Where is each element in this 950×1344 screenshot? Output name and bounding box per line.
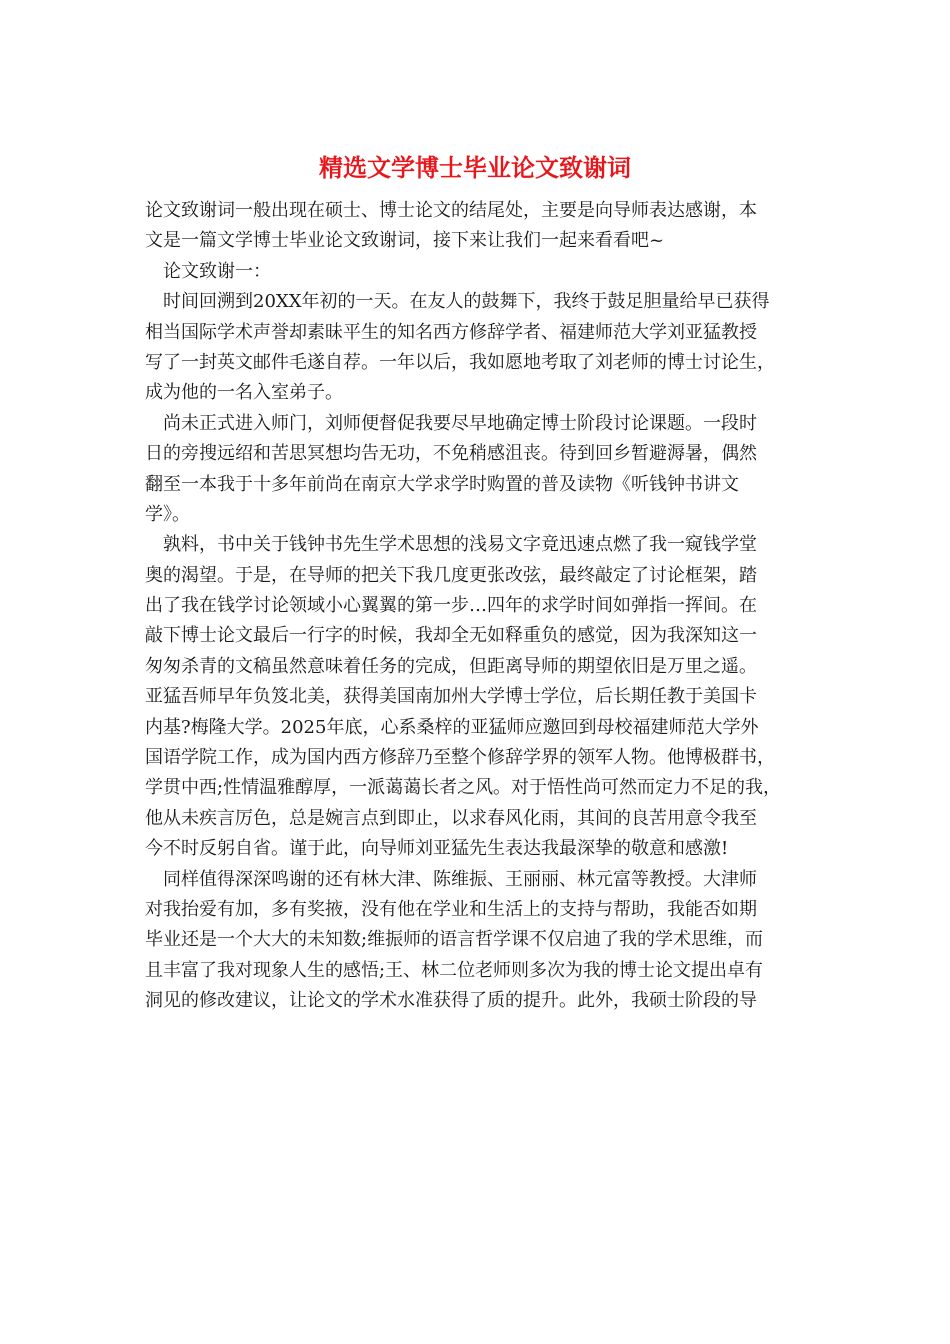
text-line: 国语学院工作，成为国内西方修辞乃至整个修辞学界的领军人物。他博极群书， bbox=[145, 747, 775, 769]
text-line: 洞见的修改建议，让论文的学术水准获得了质的提升。此外，我硕士阶段的导 bbox=[145, 990, 757, 1012]
text-line: 论文致谢词一般出现在硕士、博士论文的结尾处，主要是向导师表达感谢，本 bbox=[145, 200, 757, 221]
document-title: 精选文学博士毕业论文致谢词 bbox=[319, 153, 631, 182]
text-line: 文是一篇文学博士毕业论文致谢词，接下来让我们一起来看看吧~ bbox=[145, 230, 665, 252]
text-line: 时间回溯到20XX年初的一天。在友人的鼓舞下，我终于鼓足胆量给早已获得 bbox=[145, 291, 770, 313]
text-line: 奥的渴望。于是，在导师的把关下我几度更张改弦，最终敲定了讨论框架，踏 bbox=[145, 564, 757, 586]
text-line: 敲下博士论文最后一行字的时候，我却全无如释重负的感觉，因为我深知这一 bbox=[145, 625, 757, 647]
text-line: 内基?梅隆大学。2025年底，心系桑梓的亚猛师应邀回到母校福建师范大学外 bbox=[145, 716, 759, 738]
text-line: 出了我在钱学讨论领域小心翼翼的第一步…四年的求学时间如弹指一挥间。在 bbox=[145, 595, 757, 617]
text-line: 尚未正式进入师门，刘师便督促我要尽早地确定博士阶段讨论课题。一段时 bbox=[145, 412, 757, 434]
text-line: 翻至一本我于十多年前尚在南京大学求学时购置的普及读物《听钱钟书讲文 bbox=[145, 473, 739, 495]
text-line: 日的旁搜远绍和苦思冥想均告无功，不免稍感沮丧。待到回乡暂避溽暑，偶然 bbox=[145, 443, 757, 465]
text-line: 亚猛吾师早年负笈北美，获得美国南加州大学博士学位，后长期任教于美国卡 bbox=[145, 686, 757, 708]
text-line: 毕业还是一个大大的未知数;维振师的语言哲学课不仅启迪了我的学术思维，而 bbox=[145, 929, 764, 951]
text-line: 成为他的一名入室弟子。 bbox=[145, 382, 343, 404]
document-body bbox=[145, 196, 815, 1017]
text-line: 同样值得深深鸣谢的还有林大津、陈维振、王丽丽、林元富等教授。大津师 bbox=[145, 868, 757, 890]
text-line: 对我抬爱有加，多有奖掖，没有他在学业和生活上的支持与帮助，我能否如期 bbox=[145, 898, 757, 920]
text-line: 学贯中西;性情温雅醇厚，一派蔼蔼长者之风。对于悟性尚可然而定力不足的我， bbox=[145, 777, 782, 799]
text-line: 今不时反躬自省。谨于此，向导师刘亚猛先生表达我最深挚的敬意和感激! bbox=[145, 838, 729, 860]
text-line: 匆匆杀青的文稿虽然意味着任务的完成，但距离导师的期望依旧是万里之遥。 bbox=[145, 655, 757, 677]
text-line: 论文致谢一： bbox=[145, 260, 271, 282]
text-line: 学》。 bbox=[145, 503, 190, 525]
text-line: 写了一封英文邮件毛遂自荐。一年以后，我如愿地考取了刘老师的博士讨论生， bbox=[145, 351, 775, 373]
text-line: 且丰富了我对现象人生的感悟;王、林二位老师则多次为我的博士论文提出卓有 bbox=[145, 959, 764, 981]
text-line: 他从未疾言厉色，总是婉言点到即止，以求春风化雨，其间的良苦用意令我至 bbox=[145, 807, 757, 829]
text-line: 孰料，书中关于钱钟书先生学术思想的浅易文字竟迅速点燃了我一窥钱学堂 bbox=[145, 534, 757, 556]
text-line: 相当国际学术声誉却素昧平生的知名西方修辞学者、福建师范大学刘亚猛教授 bbox=[145, 321, 757, 343]
